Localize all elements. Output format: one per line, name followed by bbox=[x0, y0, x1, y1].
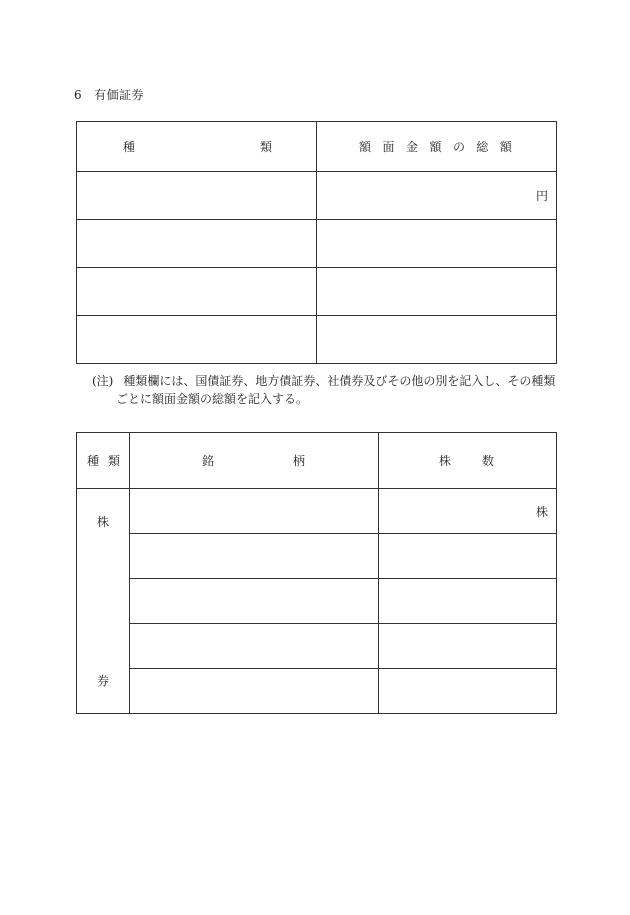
table-row bbox=[77, 624, 557, 669]
kind-cell[interactable] bbox=[77, 268, 317, 316]
brand-cell[interactable] bbox=[130, 669, 379, 714]
kind-header-char: 種 bbox=[123, 140, 136, 154]
shares-cell[interactable] bbox=[379, 579, 557, 624]
kind-cell[interactable] bbox=[77, 172, 317, 220]
total-header-char: 総 bbox=[476, 140, 489, 154]
shares-header-char: 株 bbox=[439, 454, 452, 468]
total-face-value-header bbox=[317, 122, 557, 172]
stock-kind-char-bottom: 券 bbox=[96, 674, 109, 688]
total-header-char: 額 bbox=[429, 140, 442, 154]
table-row bbox=[77, 669, 557, 714]
section-heading bbox=[74, 86, 144, 103]
kind-cell[interactable] bbox=[77, 316, 317, 364]
brand-header-char: 銘 bbox=[202, 454, 215, 468]
kind-header-char: 類 bbox=[259, 140, 272, 154]
table-row bbox=[77, 534, 557, 579]
table-row bbox=[77, 489, 557, 534]
total-header-char: 金 bbox=[405, 140, 418, 154]
stock-kind-header bbox=[77, 433, 130, 489]
brand-cell[interactable] bbox=[130, 579, 379, 624]
note-line2: ごとに額面金額の総額を記入する。 bbox=[116, 392, 309, 406]
kind-header bbox=[77, 122, 317, 172]
total-cell[interactable] bbox=[317, 268, 557, 316]
note bbox=[92, 372, 572, 408]
section-number: 6 bbox=[74, 88, 83, 102]
shares-header-char: 数 bbox=[481, 454, 494, 468]
shares-cell[interactable] bbox=[379, 669, 557, 714]
total-header-char: 面 bbox=[382, 140, 395, 154]
brand-header bbox=[130, 433, 379, 489]
table-row bbox=[77, 268, 557, 316]
brand-cell[interactable] bbox=[130, 624, 379, 669]
stock-kind-cell bbox=[77, 489, 130, 714]
table-row bbox=[77, 316, 557, 364]
brand-header-char: 柄 bbox=[292, 454, 305, 468]
table-row bbox=[77, 579, 557, 624]
yen-unit: 円 bbox=[535, 189, 548, 203]
table-row bbox=[77, 220, 557, 268]
kind-cell[interactable] bbox=[77, 220, 317, 268]
shares-unit: 株 bbox=[535, 504, 548, 519]
total-cell[interactable] bbox=[317, 316, 557, 364]
shares-cell[interactable] bbox=[379, 534, 557, 579]
kind-header-char: 種 bbox=[87, 454, 100, 468]
total-cell[interactable] bbox=[317, 172, 557, 220]
total-header-char: 額 bbox=[359, 140, 372, 154]
total-header-char: の bbox=[452, 140, 465, 154]
brand-cell[interactable] bbox=[130, 489, 379, 534]
total-header-char: 額 bbox=[499, 140, 512, 154]
kind-header-char: 類 bbox=[107, 454, 120, 468]
shares-cell[interactable] bbox=[379, 624, 557, 669]
note-line1: 種類欄には、国債証券、地方債証券、社債券及びその他の別を記入し、その種類 bbox=[123, 374, 556, 388]
brand-cell[interactable] bbox=[130, 534, 379, 579]
stock-kind-char-top: 株 bbox=[96, 515, 109, 529]
total-cell[interactable] bbox=[317, 220, 557, 268]
section-title: 有価証券 bbox=[94, 88, 145, 102]
shares-header bbox=[379, 433, 557, 489]
stock-table bbox=[76, 432, 557, 714]
note-label: (注) bbox=[92, 374, 114, 388]
table-row bbox=[77, 172, 557, 220]
securities-bond-table bbox=[76, 121, 557, 364]
shares-cell[interactable] bbox=[379, 489, 557, 534]
